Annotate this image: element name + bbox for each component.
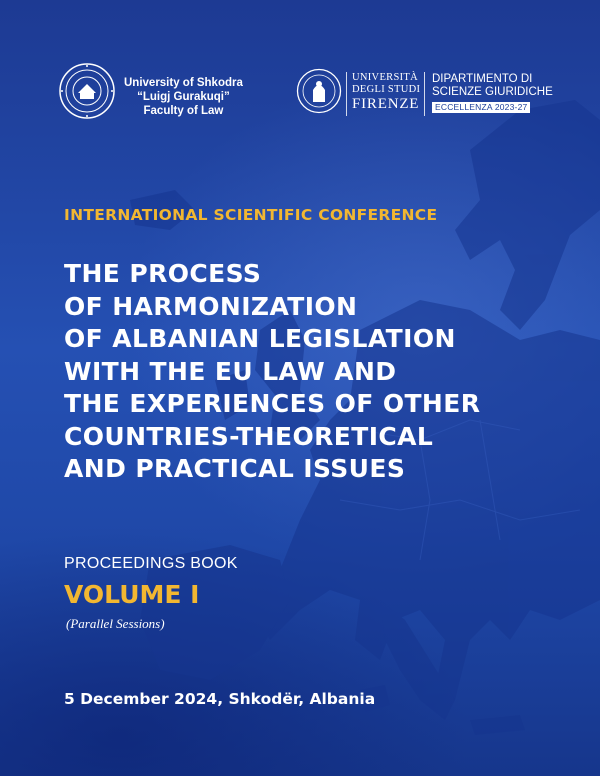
department-line-2: SCIENZE GIURIDICHE xyxy=(432,86,553,98)
department-line-1: DIPARTIMENTO DI xyxy=(432,73,533,85)
book-title xyxy=(64,258,564,486)
date-location: 5 December 2024, Shkodër, Albania xyxy=(64,690,376,708)
volume-label: VOLUME I xyxy=(64,580,200,609)
excellence-badge: ECCELLENZA 2023-27 xyxy=(432,102,530,113)
shkodra-line-3: Faculty of Law xyxy=(143,105,224,117)
title-line: OF HARMONIZATION xyxy=(64,291,358,321)
university-firenze-seal-icon xyxy=(296,68,342,114)
title-line: OF ALBANIAN LEGISLATION xyxy=(64,324,456,353)
proceedings-label: PROCEEDINGS BOOK xyxy=(64,555,238,572)
firenze-university-name xyxy=(352,72,420,110)
title-line: AND PRACTICAL ISSUES xyxy=(64,454,406,483)
title-line: THE PROCESS xyxy=(64,259,262,288)
title-line: COUNTRIES-THEORETICAL xyxy=(64,421,434,451)
logo-divider xyxy=(346,72,347,116)
title-line: WITH THE EU LAW AND xyxy=(64,356,397,386)
firenze-line-2: DEGLI STUDI xyxy=(352,84,421,95)
firenze-line-3: FIRENZE xyxy=(352,96,420,112)
department-name xyxy=(432,73,553,114)
shkodra-university-name xyxy=(124,76,243,118)
shkodra-line-1: University of Shkodra xyxy=(124,77,243,89)
university-shkodra-seal-icon xyxy=(58,62,116,120)
logo-divider xyxy=(424,72,425,116)
firenze-line-1: UNIVERSITÀ xyxy=(352,72,418,83)
shkodra-line-2: “Luigj Gurakuqi” xyxy=(137,91,230,103)
title-line: THE EXPERIENCES OF OTHER xyxy=(64,389,481,418)
conference-label: INTERNATIONAL SCIENTIFIC CONFERENCE xyxy=(64,206,438,224)
sessions-label: (Parallel Sessions) xyxy=(66,616,165,631)
